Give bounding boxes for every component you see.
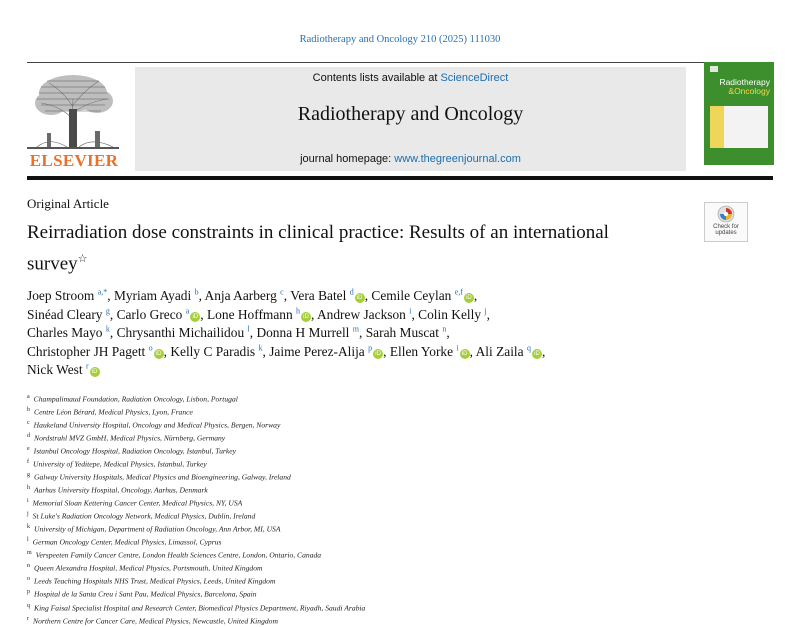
author-entry — [290, 288, 371, 303]
author-separator: , — [163, 343, 171, 359]
author-separator: , — [200, 306, 207, 322]
author-separator: , — [198, 288, 205, 303]
orcid-icon[interactable]: iD — [154, 349, 164, 359]
cover-title-line1: Radiotherapy — [719, 77, 770, 87]
affiliation-item — [27, 444, 767, 457]
affiliation-key: q — [27, 602, 30, 609]
orcid-icon[interactable]: iD — [532, 349, 542, 359]
author-entry — [27, 288, 114, 303]
author-entry — [317, 307, 418, 322]
affiliation-item — [27, 392, 767, 405]
author-name[interactable]: Donna H Murrell — [256, 325, 350, 341]
affiliation-key: k — [27, 524, 30, 531]
orcid-icon[interactable]: iD — [464, 293, 474, 303]
affiliation-key: o — [27, 576, 30, 583]
affiliation-item — [27, 457, 767, 470]
affiliation-key: f — [27, 459, 29, 466]
check-for-updates-button[interactable] — [704, 202, 748, 242]
affiliation-item — [27, 548, 767, 561]
author-separator: , — [383, 343, 390, 359]
author-affiliation-marker[interactable]: i — [456, 343, 459, 353]
orcid-icon[interactable]: iD — [373, 349, 383, 359]
affiliation-item — [27, 522, 767, 535]
author-name[interactable]: Sinéad Cleary — [27, 306, 103, 322]
affiliation-text: Leeds Teaching Hospitals NHS Trust, Medical Physics, Leeds, United Kingdom — [34, 576, 276, 586]
publisher-wordmark: ELSEVIER — [29, 151, 119, 170]
author-name[interactable]: Anja Aarberg — [204, 288, 277, 303]
author-entry — [27, 307, 117, 322]
author-affiliation-marker[interactable]: e,f — [454, 287, 463, 297]
author-name[interactable]: Vera Batel — [290, 288, 347, 303]
affiliation-text: German Oncology Center, Medical Physics, Limassol, Cyprus — [32, 537, 222, 547]
author-separator: , — [411, 306, 419, 322]
affiliation-text: Champalimaud Foundation, Radiation Oncology, Lisbon, Portugal — [33, 394, 238, 404]
author-affiliation-marker[interactable]: j — [484, 306, 487, 316]
author-affiliation-marker[interactable]: l — [247, 324, 250, 334]
journal-title: Radiotherapy and Oncology — [297, 103, 524, 125]
author-affiliation-marker[interactable]: m — [352, 324, 360, 334]
citation-text[interactable]: Radiotherapy and Oncology 210 (2025) 111030 — [299, 34, 501, 45]
affiliation-text: Centre Léon Bérard, Medical Physics, Lyon, France — [34, 407, 193, 417]
affiliation-item — [27, 561, 767, 574]
cover-title — [719, 78, 770, 96]
author-entry — [366, 325, 450, 340]
author-separator: , — [109, 325, 117, 341]
author-entry — [27, 344, 170, 359]
affiliation-item — [27, 418, 767, 431]
affiliation-key: n — [27, 563, 30, 570]
affiliation-text: Memorial Sloan Kettering Cancer Center, Medical Physics, NY, USA — [32, 498, 243, 508]
author-affiliation-marker[interactable]: k — [258, 343, 263, 353]
author-affiliation-marker[interactable]: n — [442, 324, 447, 334]
affiliation-item — [27, 509, 767, 522]
author-affiliation-marker[interactable]: h — [296, 306, 301, 316]
affiliation-text: University of Yeditepe, Medical Physics, Istanbul, Turkey — [33, 459, 207, 469]
contents-line — [135, 72, 686, 84]
author-entry — [27, 325, 117, 340]
author-entry — [476, 344, 546, 359]
cover-title-line2: &Oncology — [728, 86, 770, 96]
author-name[interactable]: Ellen Yorke — [389, 343, 454, 359]
affiliation-key: g — [27, 472, 30, 479]
author-entry — [117, 307, 207, 322]
affiliation-key: d — [27, 433, 30, 440]
journal-banner — [135, 67, 686, 171]
author-affiliation-marker[interactable]: q — [526, 343, 531, 353]
affiliation-key: a — [27, 394, 30, 400]
affiliation-text: Nordstrahl MVZ GmbH, Medical Physics, Nürnberg, Germany — [34, 433, 226, 443]
sciencedirect-link[interactable]: ScienceDirect — [440, 72, 509, 84]
author-name[interactable]: Lone Hoffmann — [207, 306, 293, 322]
author-affiliation-marker[interactable]: r — [85, 361, 89, 371]
orcid-icon[interactable]: iD — [90, 367, 100, 377]
affiliation-key: e — [27, 446, 30, 453]
affiliation-text: Northern Centre for Cancer Care, Medical Physics, Newcastle, United Kingdom — [33, 616, 278, 626]
affiliation-key: p — [27, 589, 30, 596]
paper-title-text: Reirradiation dose constraints in clinical practice: Results of an international survey — [27, 222, 609, 275]
author-entry — [390, 344, 476, 359]
header-top-rule — [27, 62, 773, 63]
author-separator: , — [359, 325, 366, 341]
author-name[interactable]: Joep Stroom — [27, 288, 95, 303]
affiliation-item — [27, 470, 767, 483]
affiliation-key: i — [27, 498, 29, 505]
article-type: Original Article — [27, 196, 109, 211]
author-entry — [269, 344, 390, 359]
affiliation-key: m — [27, 550, 32, 557]
author-name[interactable]: Cemile Ceylan — [371, 288, 452, 303]
affiliation-text: St Luke's Radiation Oncology Network, Medical Physics, Dublin, Ireland — [32, 511, 256, 521]
homepage-link[interactable]: www.thegreenjournal.com — [394, 153, 521, 165]
affiliation-text: University of Michigan, Department of Radiation Oncology, Ann Arbor, MI, USA — [34, 524, 281, 534]
paper-title — [27, 220, 667, 277]
author-separator: , — [446, 325, 450, 341]
author-affiliation-marker[interactable]: g — [105, 306, 110, 316]
affiliation-key: c — [27, 420, 30, 427]
affiliation-list — [27, 392, 767, 627]
author-name[interactable]: Ali Zaila — [475, 343, 524, 359]
affiliation-text: Galway University Hospitals, Medical Physics and Bioengineering, Galway, Ireland — [34, 472, 291, 482]
author-name[interactable]: Christopher JH Pagett — [27, 343, 146, 359]
author-affiliation-marker[interactable]: a — [185, 306, 190, 316]
author-name[interactable]: Colin Kelly — [418, 306, 482, 322]
check-updates-icon — [717, 205, 735, 223]
author-affiliation-marker[interactable]: i — [409, 306, 412, 316]
author-separator: , — [469, 343, 476, 359]
affiliation-text: Verspeeten Family Cancer Centre, London Health Sciences Centre, London, Ontario, Canada — [35, 550, 322, 560]
author-affiliation-marker[interactable]: p — [368, 343, 373, 353]
author-affiliation-marker[interactable]: o — [148, 343, 153, 353]
affiliation-item — [27, 614, 767, 627]
author-name[interactable]: Chrysanthi Michailidou — [116, 325, 245, 341]
affiliation-text: Istanbul Oncology Hospital, Radiation Oncology, Istanbul, Turkey — [33, 446, 236, 456]
author-entry — [27, 362, 100, 377]
affiliation-item — [27, 405, 767, 418]
cover-logo-icon — [710, 66, 718, 72]
author-name[interactable]: Nick West — [27, 362, 83, 378]
affiliation-item — [27, 431, 767, 444]
check-updates-label: Check for updates — [713, 224, 739, 236]
author-entry — [207, 307, 317, 322]
header-bottom-rule — [27, 176, 773, 180]
author-name[interactable]: Sarah Muscat — [365, 325, 439, 341]
orcid-icon[interactable]: iD — [355, 293, 365, 303]
affiliation-key: h — [27, 485, 30, 492]
homepage-prefix: journal homepage: — [300, 153, 395, 165]
contents-prefix: Contents lists available at — [312, 72, 441, 84]
affiliation-key: b — [27, 407, 30, 414]
author-name[interactable]: Charles Mayo — [27, 325, 103, 341]
author-affiliation-marker[interactable]: a,* — [97, 287, 108, 297]
author-entry — [205, 288, 291, 303]
cover-yellow-strip — [710, 106, 724, 148]
author-name[interactable]: Myriam Ayadi — [113, 288, 192, 303]
affiliation-text: Aarhus University Hospital, Oncology, Aarhus, Denmark — [34, 485, 208, 495]
author-separator: , — [283, 288, 291, 303]
author-name[interactable]: Andrew Jackson — [316, 306, 406, 322]
author-separator: , — [473, 288, 478, 303]
author-name[interactable]: Kelly C Paradis — [170, 343, 256, 359]
affiliation-item — [27, 483, 767, 496]
author-separator: , — [364, 288, 372, 303]
author-name[interactable]: Jaime Perez-Alija — [269, 343, 365, 359]
affiliation-text: Haukeland University Hospital, Oncology and Medical Physics, Bergen, Norway — [33, 420, 281, 430]
affiliation-text: King Faisal Specialist Hospital and Research Center, Biomedical Physics Department, Riyadh, Saudi Arabia — [34, 603, 366, 613]
affiliation-item — [27, 574, 767, 587]
author-name[interactable]: Carlo Greco — [116, 306, 183, 322]
orcid-icon[interactable]: iD — [190, 312, 200, 322]
author-separator: , — [262, 343, 270, 359]
author-entry — [256, 325, 365, 340]
author-entry — [418, 307, 490, 322]
author-separator: , — [541, 343, 546, 359]
author-affiliation-marker[interactable]: d — [349, 287, 354, 297]
orcid-icon[interactable]: iD — [301, 312, 311, 322]
author-affiliation-marker[interactable]: k — [105, 324, 110, 334]
journal-citation[interactable] — [0, 34, 800, 45]
affiliation-item — [27, 535, 767, 548]
affiliation-item — [27, 496, 767, 509]
affiliation-key: r — [27, 615, 29, 622]
author-separator: , — [311, 306, 317, 322]
author-separator: , — [249, 325, 257, 341]
author-separator: , — [486, 306, 490, 322]
author-entry — [117, 325, 257, 340]
affiliation-text: Queen Alexandra Hospital, Medical Physics, Portsmouth, United Kingdom — [34, 563, 263, 573]
author-entry — [114, 288, 205, 303]
homepage-line — [135, 153, 686, 165]
affiliation-key: l — [27, 537, 29, 544]
author-affiliation-marker[interactable]: b — [194, 287, 199, 297]
affiliation-item — [27, 587, 767, 600]
author-separator: , — [107, 288, 114, 303]
author-entry — [371, 288, 477, 303]
affiliation-key: j — [27, 511, 29, 518]
affiliation-item — [27, 601, 767, 614]
journal-cover-thumbnail[interactable] — [704, 62, 774, 165]
affiliation-text: Hospital de la Santa Creu i Sant Pau, Medical Physics, Barcelona, Spain — [34, 590, 257, 599]
orcid-icon[interactable]: iD — [460, 349, 470, 359]
author-entry — [170, 344, 269, 359]
author-separator: , — [109, 306, 117, 322]
title-footnote-mark[interactable]: ☆ — [77, 253, 88, 265]
author-affiliation-marker[interactable]: c — [280, 287, 284, 297]
author-list — [27, 287, 727, 380]
